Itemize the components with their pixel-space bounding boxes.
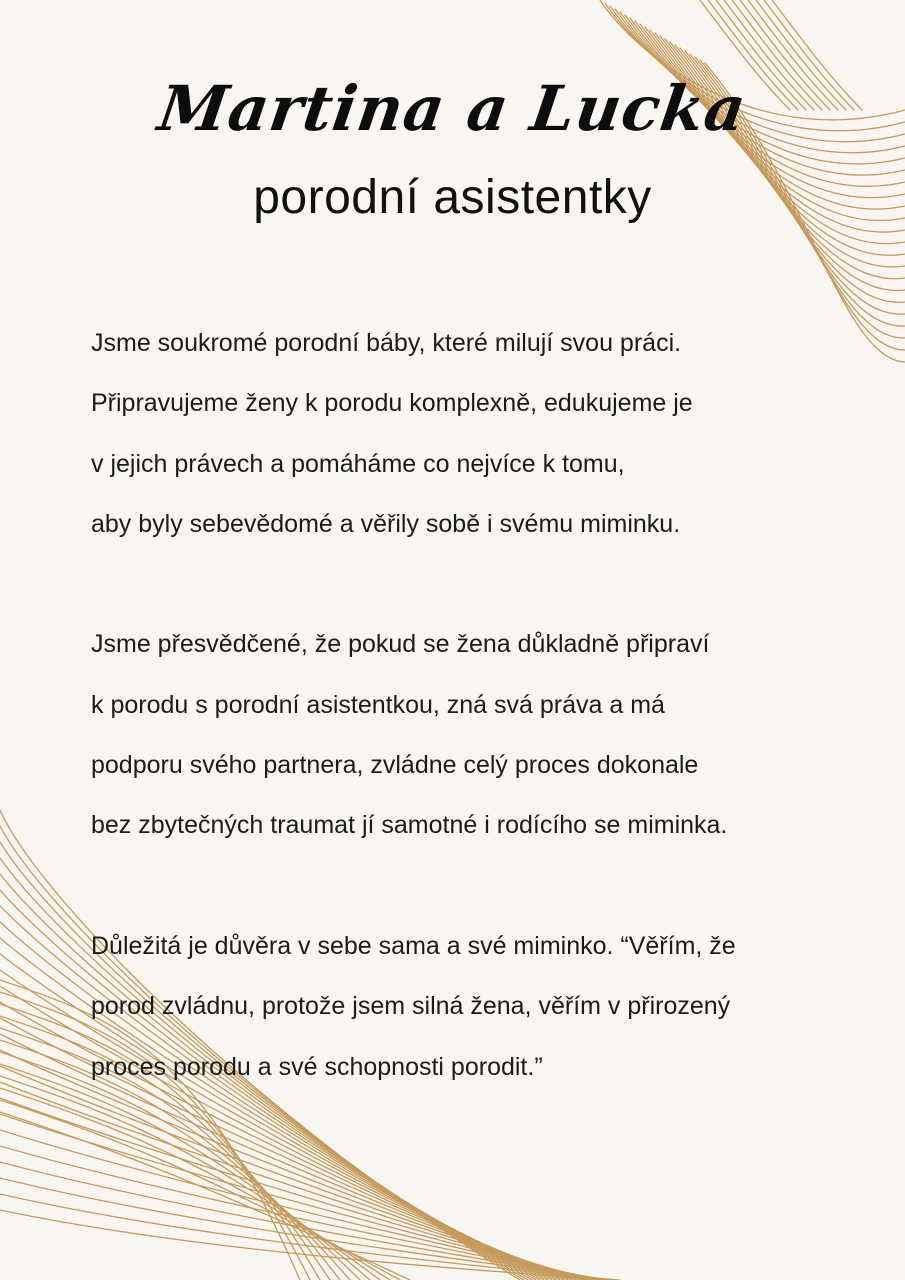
text-line: bez zbytečných traumat jí samotné i rodícího se miminka.: [91, 811, 728, 840]
names-title: Martina a Lucka: [154, 72, 752, 145]
text-line: Jsme přesvědčené, že pokud se žena důkladně připraví: [91, 630, 710, 659]
gold-line-stroke: [0, 1098, 592, 1280]
text-line: aby byly sebevědomé a věřily sobě i svému miminku.: [91, 509, 681, 538]
gold-line-stroke: [0, 1178, 612, 1280]
gold-line-stroke: [0, 1146, 604, 1280]
gold-line-stroke: [0, 1082, 588, 1280]
paragraph-1: [91, 323, 851, 564]
gold-line-stroke: [0, 1130, 600, 1280]
gold-line-stroke: [0, 1088, 390, 1280]
paragraph-spacer: [91, 564, 851, 624]
gold-line-stroke: [0, 1162, 608, 1280]
text-line: Připravujeme ženy k porodu komplexně, edukujeme je: [91, 389, 693, 418]
text-line: k porodu s porodní asistentkou, zná svá práva a má: [91, 690, 665, 719]
text-line: podporu svého partnera, zvládne celý proces dokonale: [91, 751, 699, 780]
paragraph-3: [91, 926, 851, 1107]
text-line: Jsme soukromé porodní báby, které milují svou práci.: [91, 329, 682, 357]
page-subtitle: porodní asistentky: [253, 171, 652, 224]
gold-line-stroke: [0, 1100, 400, 1280]
text-line: porod zvládnu, protože jsem silná žena, věřím v přirozený: [91, 992, 731, 1021]
text-line: v jejich právech a pomáháme co nejvíce k tomu,: [91, 449, 625, 478]
gold-line-stroke: [0, 1112, 410, 1280]
paragraph-2: [91, 624, 851, 865]
paragraph-spacer: [91, 866, 851, 926]
gold-line-stroke: [0, 1210, 620, 1280]
text-line: proces porodu a své schopnosti porodit.”: [91, 1052, 543, 1081]
text-line: Důležitá je důvěra v sebe sama a své miminko. “Věřím, že: [91, 931, 736, 960]
gold-line-stroke: [0, 1194, 616, 1280]
body-text: [91, 323, 851, 1107]
gold-line-stroke: [0, 1114, 596, 1280]
gold-line-stroke: [660, 36, 905, 255]
